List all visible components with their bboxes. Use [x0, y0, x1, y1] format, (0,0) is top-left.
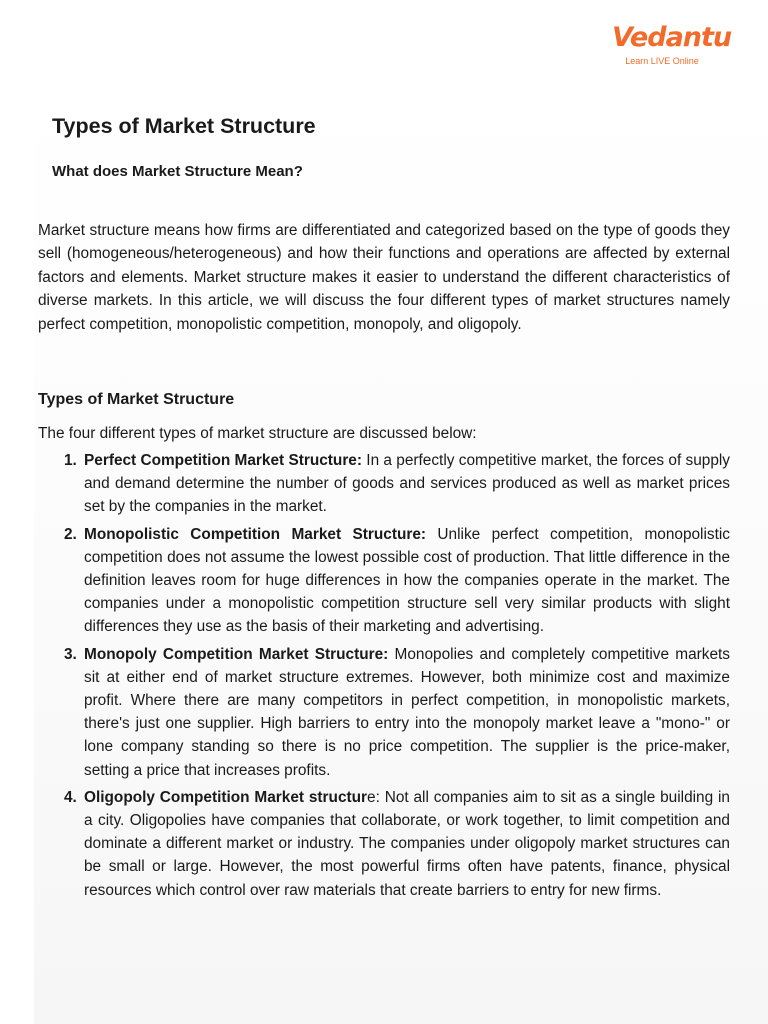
list-term: Monopoly Competition Market Structure:: [84, 645, 389, 663]
list-term: Monopolistic Competition Market Structure:: [84, 525, 427, 543]
list-text: Monopolies and completely competitive markets sit at either end of market structure extremes. However, both minimize cost and maximize profit. Where there are many competitors in perfect competition, in monopolistic markets, there's just one supplier. High barriers to entry into the monopoly market leave a "mono-" or lone company standing so there is no price competition. The supplier is the price-maker, setting a price that increases profits.: [84, 645, 730, 779]
logo-tagline: Learn LIVE Online: [625, 56, 699, 66]
list-number: 2.: [64, 525, 77, 543]
list-item: [38, 449, 730, 519]
list-number: 4.: [64, 788, 77, 806]
list-text: In a perfectly competitive market, the forces of supply and demand determine the number of goods and services produced as well as market prices set by the companies in the market.: [84, 452, 731, 516]
page-title: Types of Market Structure: [52, 114, 316, 138]
list-term: Oligopoly Competition Market structur: [84, 788, 368, 806]
vedantu-logo: [612, 22, 732, 74]
list-text: Unlike perfect competition, monopolistic competition does not assume the lowest possible cost of production. That little difference in the definition leaves room for huge differences in how the companies operate in the market. The companies under a monopolistic competition structure sell very similar products with slight differences they use as the basis of their marketing and advertising.: [84, 525, 730, 636]
section-heading: Types of Market Structure: [38, 391, 235, 408]
logo-wordmark: Vedantu: [612, 22, 732, 53]
list-text: e: Not all companies aim to sit as a single building in a city. Oligopolies have companies that collaborate, or work together, to limit competition and dominate a different market or industry. The companies under oligopoly market structures can be small or large. However, the most powerful firms often have patents, finance, physical resources which control over raw materials that create barriers to entry for new firms.: [84, 788, 730, 899]
intro-paragraph: Market structure means how firms are differentiated and categorized based on the type of goods they sell (homogeneous/heterogeneous) and how their functions and operations are affected by external factors and elements. Market structure makes it easier to understand the different characteristics of diverse markets. In this article, we will discuss the four different types of market structures namely perfect competition, monopolistic competition, monopoly, and oligopoly.: [38, 222, 730, 333]
list-item: [38, 786, 730, 902]
page-subtitle: What does Market Structure Mean?: [52, 163, 303, 180]
list-number: 3.: [64, 645, 77, 663]
section-intro: The four different types of market structure are discussed below:: [38, 425, 477, 442]
list-number: 1.: [64, 452, 77, 469]
list-item: [38, 523, 730, 639]
market-types-list: [38, 449, 730, 906]
list-item: [38, 643, 730, 782]
list-term: Perfect Competition Market Structure:: [84, 452, 362, 469]
